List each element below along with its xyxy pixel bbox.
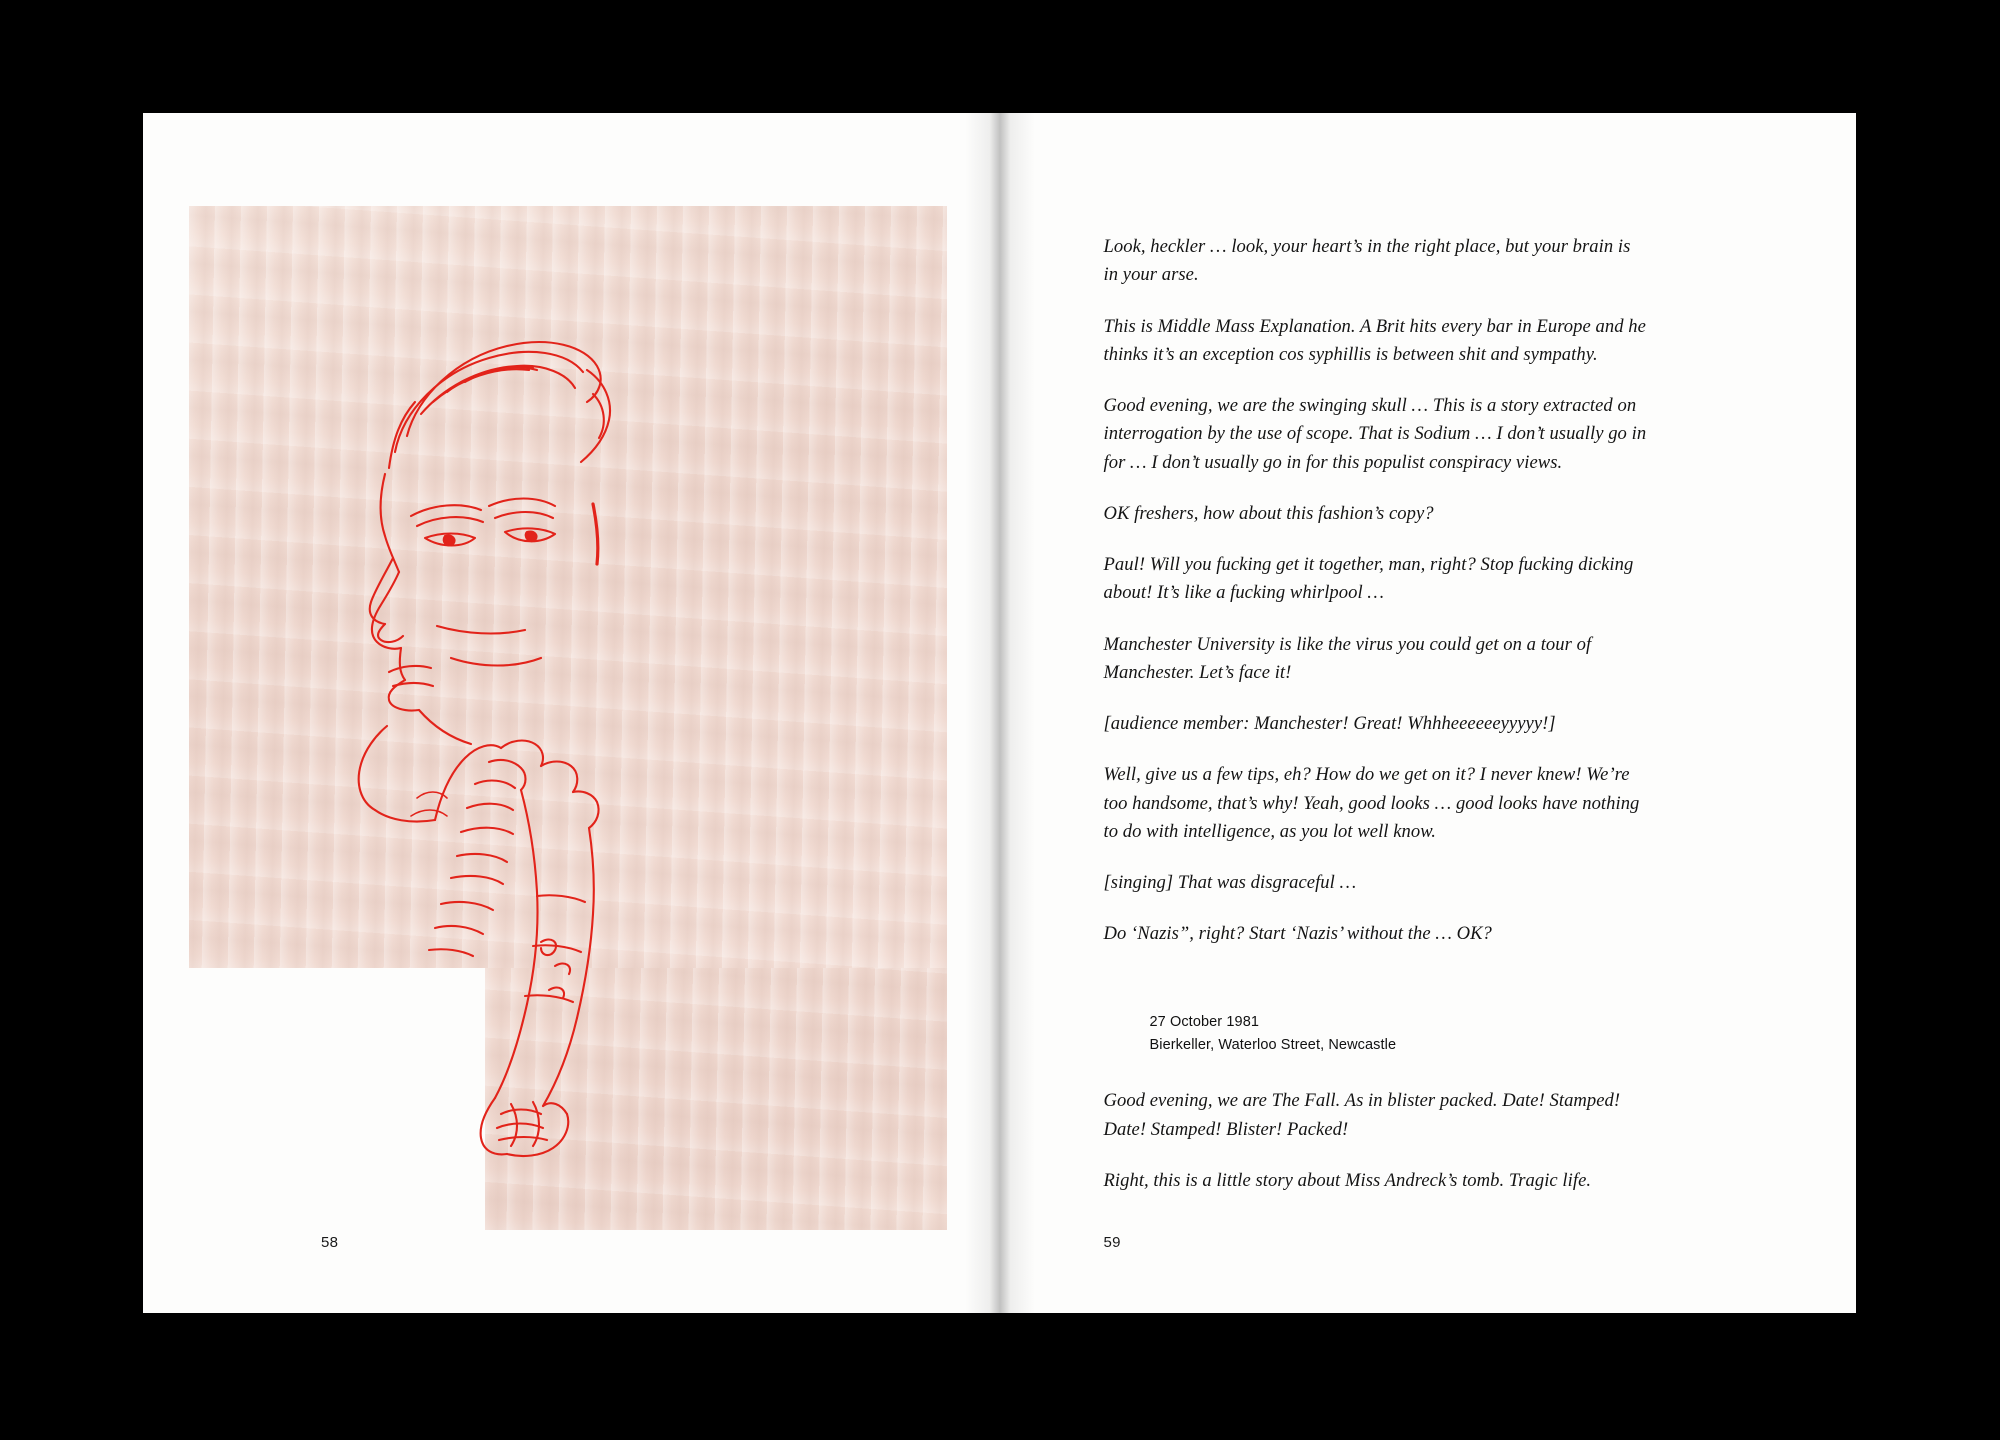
paragraph: Look, heckler … look, your heart’s in the right place, but your brain is in your arse. — [1103, 236, 1631, 286]
performance-date: 27 October 1981 — [1149, 1013, 1260, 1030]
paragraph: Manchester University is like the virus you could get on a tour of Manchester. Let’s face it! — [1103, 633, 1592, 683]
paragraph: Right, this is a little story about Miss Andreck’s tomb. Tragic life. — [1103, 1169, 1592, 1191]
left-page — [143, 113, 1000, 1313]
paragraph: OK freshers, how about this fashion’s copy? — [1103, 502, 1434, 524]
paragraph: Good evening, we are The Fall. As in blister packed. Date! Stamped! Date! Stamped! Blister! Packed! — [1103, 1090, 1621, 1140]
page-number-right: 59 — [1103, 1234, 1121, 1251]
paragraph: This is Middle Mass Explanation. A Brit hits every bar in Europe and he thinks it’s an exception cos syphillis is between shit and sympathy. — [1103, 315, 1646, 365]
artwork-paper-sheet-extension — [485, 968, 947, 1230]
performance-location: Bierkeller, Waterloo Street, Newcastle — [1149, 1036, 1397, 1053]
page-number-left: 58 — [321, 1234, 339, 1251]
performance-credit — [1150, 1011, 1650, 1058]
paragraph: Do ‘Nazis”, right? Start ‘Nazis’ without the … OK? — [1103, 923, 1492, 945]
paragraph: Good evening, we are the swinging skull … This is a story extracted on interrogation by the use of scope. That is Sodium … I don’t usually go in for … I don’t usually go in for this populist conspiracy views. — [1103, 395, 1647, 473]
right-page — [1000, 113, 1857, 1313]
paragraph: Paul! Will you fucking get it together, man, right? Stop fucking dicking about! It’s like a fucking whirlpool … — [1103, 554, 1634, 604]
transcript-text-column — [1104, 233, 1650, 1218]
paragraph: [audience member: Manchester! Great! Whhheeeeeeyyyyy!] — [1103, 713, 1556, 734]
book-spread — [143, 113, 1856, 1313]
paragraph: [singing] That was disgraceful … — [1103, 872, 1357, 893]
paragraph: Well, give us a few tips, eh? How do we get on it? I never knew! We’re too handsome, that’s why! Yeah, good looks … good looks have nothing to do with intelligence, as you lot well know. — [1103, 764, 1640, 842]
artwork-paper-sheet — [189, 206, 947, 968]
